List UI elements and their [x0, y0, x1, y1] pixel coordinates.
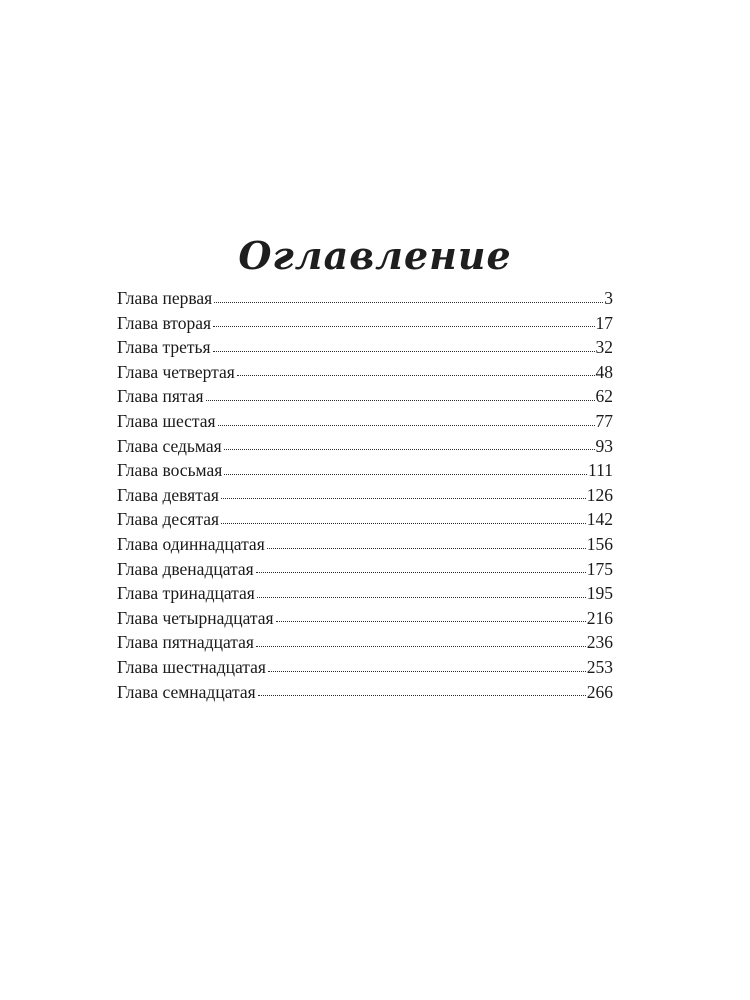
toc-title: Оглавление [238, 233, 512, 279]
dot-leader [224, 474, 587, 475]
toc-entry[interactable] [117, 458, 613, 483]
toc-entry[interactable] [117, 483, 613, 508]
dot-leader [258, 695, 586, 696]
toc-entry[interactable] [117, 680, 613, 705]
toc-entry-page: 3 [604, 288, 613, 308]
toc-entry-page: 266 [586, 681, 613, 702]
toc-entry[interactable] [117, 434, 613, 459]
dot-leader [276, 621, 586, 622]
toc-entry-page: 253 [586, 656, 613, 677]
toc-entry-label: Глава шестнадцатая [117, 656, 266, 677]
toc-entry-label: Глава шестая [117, 410, 216, 431]
dot-leader [213, 326, 594, 327]
toc-entry[interactable] [117, 409, 613, 434]
toc-entry-page: 216 [586, 607, 613, 628]
toc-list [117, 286, 613, 704]
toc-entry-label: Глава седьмая [117, 435, 222, 456]
toc-entry-page: 62 [595, 386, 613, 407]
toc-entry-label: Глава третья [117, 337, 211, 358]
toc-entry[interactable] [117, 286, 613, 311]
toc-entry-label: Глава четырнадцатая [117, 607, 274, 628]
dot-leader [267, 548, 586, 549]
toc-entry-label: Глава тринадцатая [117, 583, 255, 604]
toc-entry-label: Глава одиннадцатая [117, 533, 265, 554]
toc-entry-page: 111 [588, 460, 613, 481]
dot-leader [221, 498, 586, 499]
dot-leader [257, 597, 586, 598]
toc-entry-label: Глава пятая [117, 386, 204, 407]
toc-entry[interactable] [117, 606, 613, 631]
dot-leader [214, 302, 603, 303]
dot-leader [218, 425, 595, 426]
dot-leader [256, 572, 586, 573]
toc-entry[interactable] [117, 335, 613, 360]
dot-leader [221, 523, 586, 524]
toc-entry-label: Глава пятнадцатая [117, 632, 254, 653]
dot-leader [237, 375, 595, 376]
toc-entry-page: 126 [586, 484, 613, 505]
toc-entry-label: Глава двенадцатая [117, 558, 254, 579]
toc-entry[interactable] [117, 630, 613, 655]
dot-leader [213, 351, 595, 352]
toc-entry-label: Глава семнадцатая [117, 681, 256, 702]
toc-entry[interactable] [117, 384, 613, 409]
dot-leader [224, 449, 595, 450]
toc-entry[interactable] [117, 557, 613, 582]
toc-entry-label: Глава восьмая [117, 460, 223, 481]
dot-leader [256, 646, 586, 647]
toc-entry-page: 175 [586, 558, 613, 579]
toc-entry[interactable] [117, 655, 613, 680]
toc-entry-page: 142 [586, 509, 613, 530]
toc-entry-label: Глава девятая [117, 484, 219, 505]
toc-entry-label: Глава четвертая [117, 361, 235, 382]
toc-entry-label: Глава первая [117, 288, 213, 308]
toc-entry[interactable] [117, 507, 613, 532]
toc-entry-page: 236 [586, 632, 613, 653]
toc-entry[interactable] [117, 581, 613, 606]
toc-entry-label: Глава вторая [117, 312, 212, 333]
toc-entry-label: Глава десятая [117, 509, 220, 530]
toc-entry-page: 17 [595, 312, 613, 333]
toc-entry-page: 32 [595, 337, 613, 358]
toc-entry[interactable] [117, 532, 613, 557]
toc-entry-page: 195 [586, 583, 613, 604]
toc-entry-page: 156 [586, 533, 613, 554]
toc-entry-page: 77 [595, 410, 613, 431]
toc-entry[interactable] [117, 311, 613, 336]
dot-leader [268, 671, 586, 672]
toc-entry-page: 48 [595, 361, 613, 382]
toc-entry[interactable] [117, 360, 613, 385]
toc-entry-page: 93 [595, 435, 613, 456]
dot-leader [206, 400, 595, 401]
